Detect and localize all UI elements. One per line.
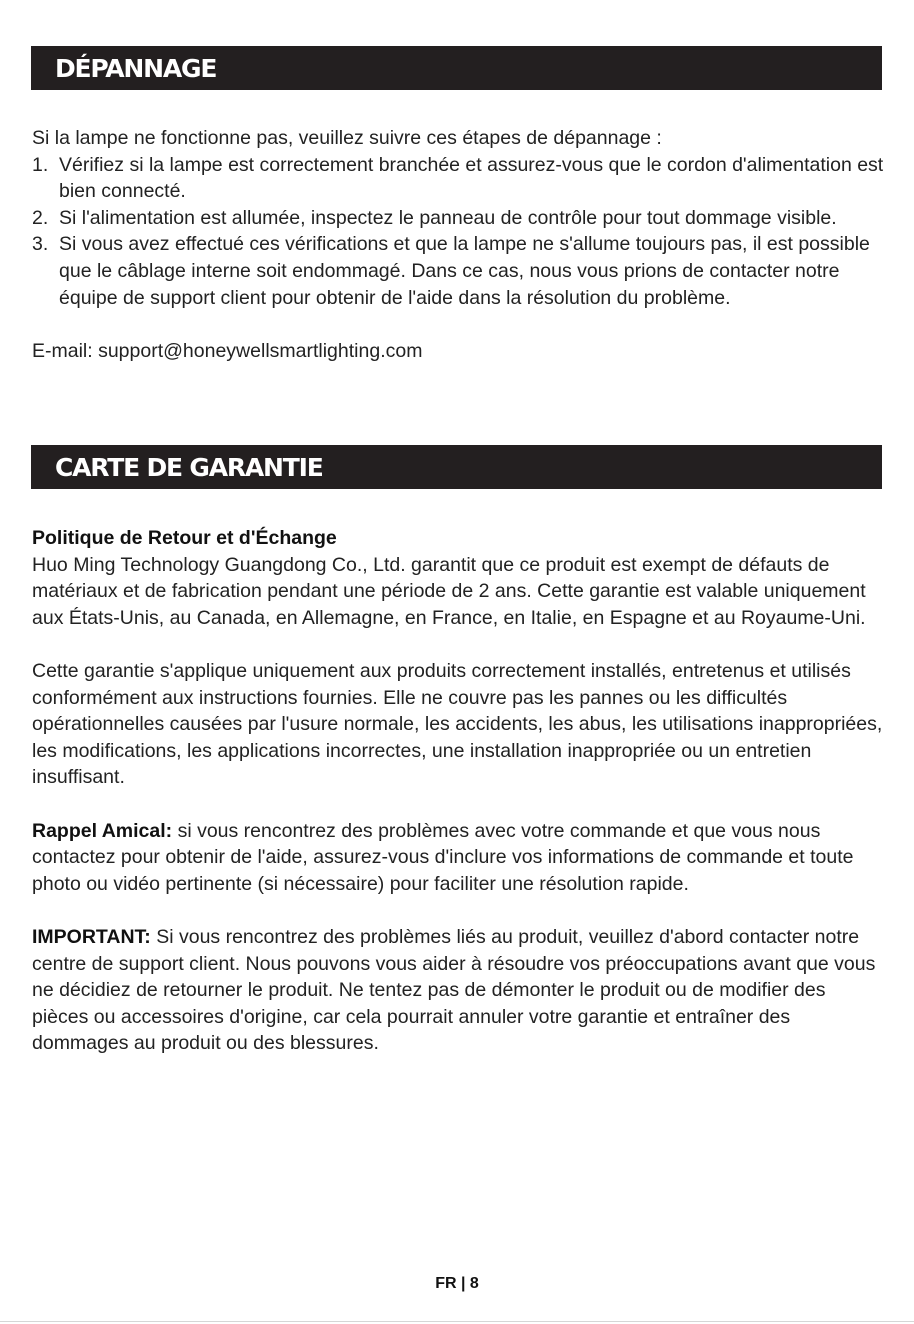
important-text: Si vous rencontrez des problèmes liés au produit, veuillez d'abord contacter notre centre de support client. Nous pouvons vous aider à résoudre vos préoccupations avant que vous ne décidiez de retourner le produit. Ne tentez pas de démonter le produit ou de modifier des pièces ou accessoires d'origine, car cela pourrait annuler votre garantie et entraîner des dommages au produit ou des blessures. [32, 925, 876, 1055]
important-paragraph [32, 924, 887, 1057]
troubleshooting-step-1 [32, 152, 887, 205]
garantie-title: CARTE DE GARANTIE [55, 453, 323, 482]
policy-heading: Politique de Retour et d'Échange [32, 527, 337, 549]
troubleshooting-step-3 [32, 231, 887, 311]
policy-text: Huo Ming Technology Guangdong Co., Ltd. garantit que ce produit est exempt de défauts de matériaux et de fabrication pendant une période de 2 ans. Cette garantie est valable uniquement aux États-Unis, au Canada, en Allemagne, en France, en Italie, en Espagne et au Royaume-Uni. [32, 553, 866, 629]
bottom-divider [0, 1321, 914, 1322]
garantie-body [32, 525, 887, 1057]
step-text: Si vous avez effectué ces vérifications et que la lampe ne s'allume toujours pas, il est possible que le câblage interne soit endommagé. Dans ce cas, nous vous prions de contacter notre équipe de support client pour obtenir de l'aide dans la résolution du problème. [59, 233, 870, 309]
depannage-title: DÉPANNAGE [55, 54, 217, 83]
depannage-header-bar [31, 46, 882, 90]
step-text: Si l'alimentation est allumée, inspectez le panneau de contrôle pour tout dommage visible. [59, 206, 837, 229]
step-text: Vérifiez si la lampe est correctement branchée et assurez-vous que le cordon d'alimentation est bien connecté. [59, 153, 884, 203]
coverage-text: Cette garantie s'applique uniquement aux produits correctement installés, entretenus et utilisés conformément aux instructions fournies. Elle ne couvre pas les pannes ou les difficultés opérationnelles causées par l'usure normale, les accidents, les abus, les utilisations inappropriées, les modifications, les applications incorrectes, une installation inappropriée ou un entretien insuffisant. [32, 659, 883, 789]
garantie-header-bar [31, 445, 882, 489]
page-number: FR | 8 [435, 1275, 479, 1292]
depannage-body [32, 125, 887, 364]
step-number: 1. [32, 153, 49, 176]
reminder-label: Rappel Amical: [32, 819, 173, 842]
depannage-intro: Si la lampe ne fonctionne pas, veuillez suivre ces étapes de dépannage : [32, 127, 662, 149]
reminder-text: si vous rencontrez des problèmes avec votre commande et que vous nous contactez pour obtenir de l'aide, assurez-vous d'inclure vos informations de commande et toute photo ou vidéo pertinente (si nécessaire) pour faciliter une résolution rapide. [32, 819, 854, 895]
reminder-paragraph [32, 818, 887, 898]
step-number: 3. [32, 233, 49, 256]
troubleshooting-steps [32, 152, 887, 312]
important-label: IMPORTANT: [32, 925, 151, 948]
support-email[interactable]: E-mail: support@honeywellsmartlighting.com [32, 339, 423, 362]
step-number: 2. [32, 206, 49, 229]
troubleshooting-step-2 [32, 205, 887, 232]
